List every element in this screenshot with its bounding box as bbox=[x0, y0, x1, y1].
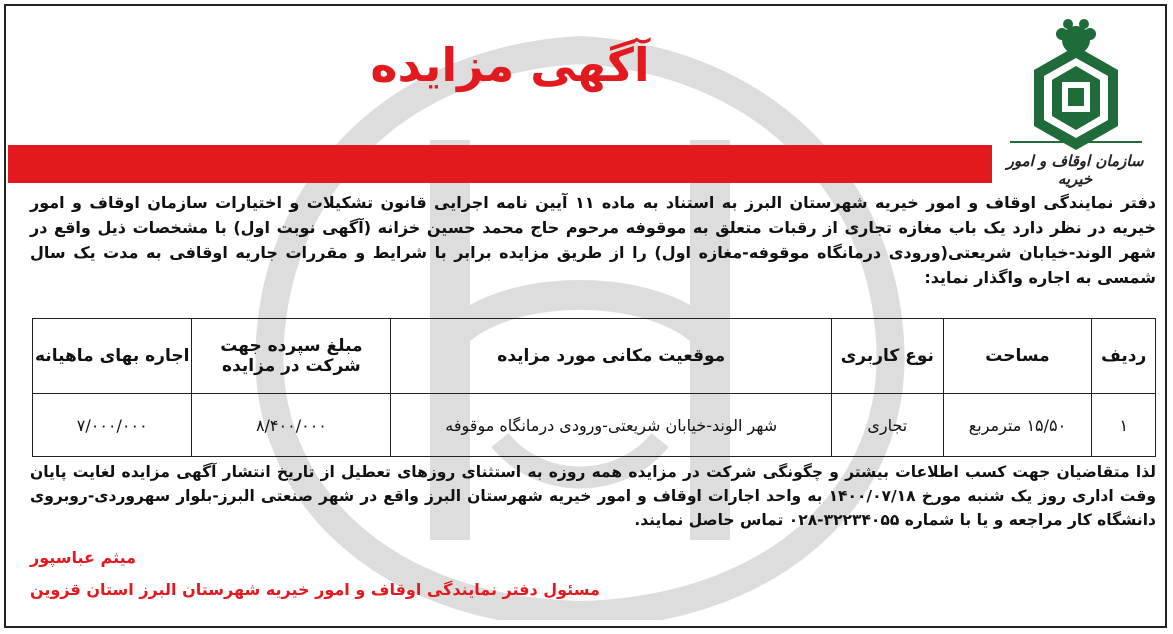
header-area: مساحت bbox=[943, 319, 1092, 394]
signer-name: میثم عباسپور bbox=[30, 548, 137, 567]
cell-deposit: ۸/۴۰۰/۰۰۰ bbox=[192, 394, 391, 457]
cell-area: ۱۵/۵۰ مترمربع bbox=[943, 394, 1092, 457]
signer-title: مسئول دفتر نمایندگی اوقاف و امور خیریه شهرستان البرز استان قزوین bbox=[30, 580, 600, 599]
cell-monthly-rent: ۷/۰۰۰/۰۰۰ bbox=[33, 394, 192, 457]
header-deposit: مبلغ سپرده جهت شرکت در مزایده bbox=[192, 319, 391, 394]
header-red-bar bbox=[8, 145, 992, 183]
header-monthly-rent: اجاره بهای ماهیانه bbox=[33, 319, 192, 394]
table-header-row bbox=[33, 319, 1156, 394]
auction-table bbox=[32, 318, 1156, 457]
footer-paragraph: لذا متقاضیان جهت کسب اطلاعات بیشتر و چگونگی شرکت در مزایده همه روزه به استثنای روزهای تعطیل از تاریخ انتشار آگهی مزایده لغایت پایان وقت اداری روز یک شنبه مورخ ۱۴۰۰/۰۷/۱۸ به واحد اجارات اوقاف و امور خیریه شهرستان البرز واقع در شهر صنعتی البرز-بلوار سهروردی-روبروی دانشگاه کار مراجعه و یا با شماره ۳۲۲۳۴۰۵۵-۰۲۸ تماس حاصل نمایند. bbox=[30, 463, 1156, 529]
intro-paragraph: دفتر نمایندگی اوقاف و امور خیریه شهرستان البرز به استناد به ماده ۱۱ آیین نامه اجرایی قانون تشکیلات و اختیارات سازمان اوقاف و امور خیریه در نظر دارد یک باب مغازه تجاری از رقبات متعلق به موقوفه مرحوم حاج محمد حسین خزانه (آگهی نوبت اول) با مشخصات ذیل واقع در شهر الوند-خیابان شریعتی(ورودی درمانگاه موقوفه-مغازه اول) را از طریق مزایده برابر با شرایط و مقررات جاریه اوقافی به مدت یک سال شمسی به اجاره واگذار نماید: bbox=[30, 193, 1157, 287]
org-caption: سازمان اوقاف و امور خیریه bbox=[1006, 152, 1144, 188]
ad-title: آگهی مزایده bbox=[370, 38, 650, 92]
cell-location: شهر الوند-خیابان شریعتی-ورودی درمانگاه موقوفه bbox=[391, 394, 832, 457]
cell-row-number: ۱ bbox=[1092, 394, 1156, 457]
cell-usage-type: تجاری bbox=[832, 394, 943, 457]
table-row bbox=[33, 394, 1156, 457]
header-location: موقعیت مکانی مورد مزایده bbox=[391, 319, 832, 394]
header-row-number: ردیف bbox=[1092, 319, 1156, 394]
header-usage-type: نوع کاربری bbox=[832, 319, 943, 394]
